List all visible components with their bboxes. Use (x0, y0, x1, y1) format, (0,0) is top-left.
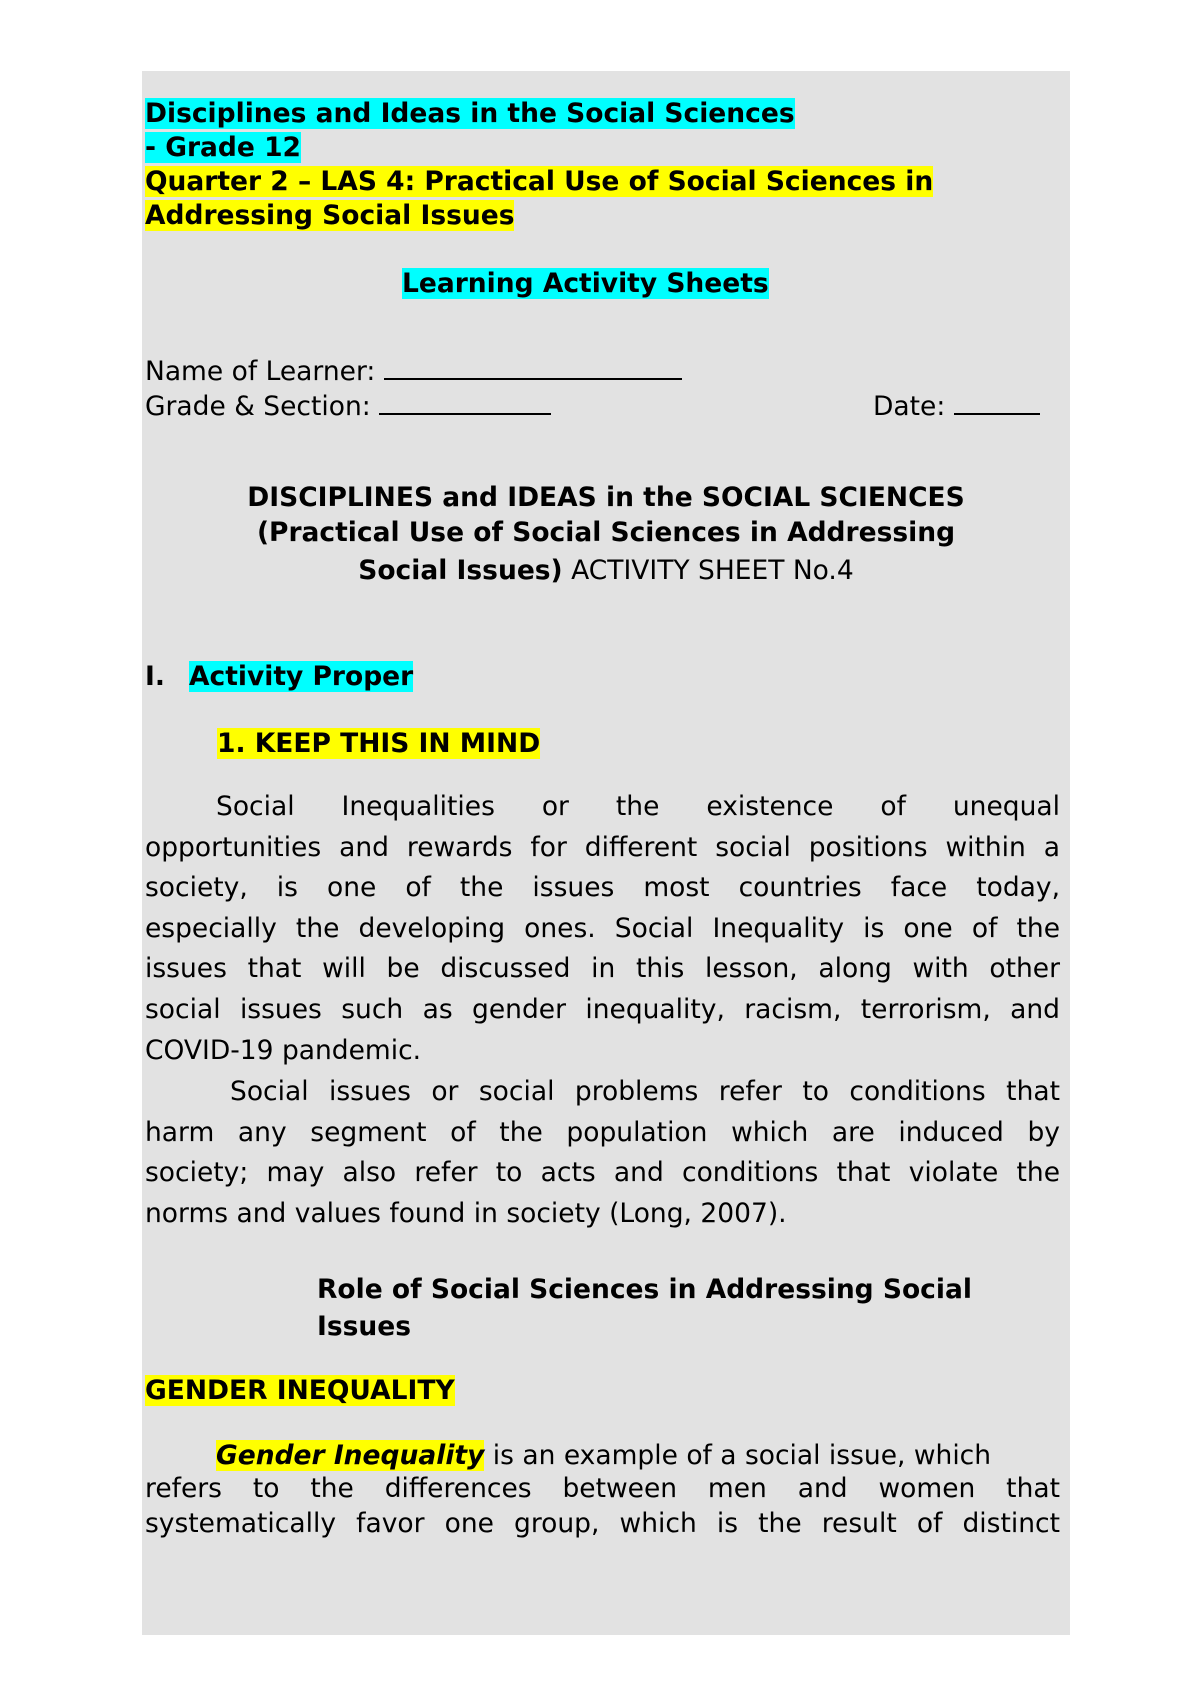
name-of-learner-field[interactable]: Name of Learner: (145, 356, 682, 387)
paragraph-line: issues that will be discussed in this lesson, along with other (145, 953, 1060, 984)
date-field[interactable]: Date: (873, 391, 1040, 422)
name-blank[interactable] (384, 356, 682, 380)
role-heading: Role of Social Sciences in Addressing Social (317, 1274, 972, 1305)
activity-title-line1: DISCIPLINES and IDEAS in the SOCIAL SCIENCES (247, 482, 965, 513)
paragraph-line: society, is one of the issues most countries face today, (145, 872, 1060, 903)
paragraph-line: social issues such as gender inequality, racism, terrorism, and (145, 994, 1060, 1025)
activity-title-line3: Social Issues) ACTIVITY SHEET No.4 (358, 555, 854, 586)
course-title: Disciplines and Ideas in the Social Sciences (145, 98, 795, 129)
paragraph-line: opportunities and rewards for different social positions within a (145, 832, 1060, 863)
paragraph-line: norms and values found in society (Long, 2007). (145, 1198, 787, 1229)
paragraph-line: refers to the differences between men and women that (145, 1473, 1060, 1504)
paragraph-line: COVID-19 pandemic. (145, 1035, 422, 1066)
activity-title-line2: (Practical Use of Social Sciences in Addressing (256, 517, 956, 548)
quarter-title-cont: Addressing Social Issues (145, 200, 515, 231)
paragraph-line: systematically favor one group, which is the result of distinct (145, 1508, 1060, 1539)
section-number: I. (145, 661, 165, 692)
grade-section-blank[interactable] (379, 391, 551, 415)
role-heading-cont: Issues (317, 1311, 412, 1342)
sheet-title: Learning Activity Sheets (402, 268, 769, 299)
paragraph-line: society; may also refer to acts and conditions that violate the (145, 1157, 1060, 1188)
grade-label: - Grade 12 (145, 132, 301, 163)
paragraph-line: Gender Inequality is an example of a social issue, which (216, 1440, 992, 1471)
subsection-title: 1. KEEP THIS IN MIND (217, 728, 541, 759)
section-title: Activity Proper (189, 661, 414, 692)
date-blank[interactable] (954, 391, 1040, 415)
paragraph-line: Social issues or social problems refer to conditions that (230, 1076, 1060, 1107)
paragraph-line: Social Inequalities or the existence of unequal (216, 791, 1060, 822)
quarter-title: Quarter 2 – LAS 4: Practical Use of Social Sciences in (145, 166, 934, 197)
gender-inequality-heading: GENDER INEQUALITY (145, 1375, 455, 1406)
paragraph-line: harm any segment of the population which are induced by (145, 1117, 1060, 1148)
gender-inequality-term: Gender Inequality (216, 1440, 485, 1471)
grade-section-field[interactable]: Grade & Section: (145, 391, 551, 422)
paragraph-line: especially the developing ones. Social Inequality is one of the (145, 913, 1060, 944)
